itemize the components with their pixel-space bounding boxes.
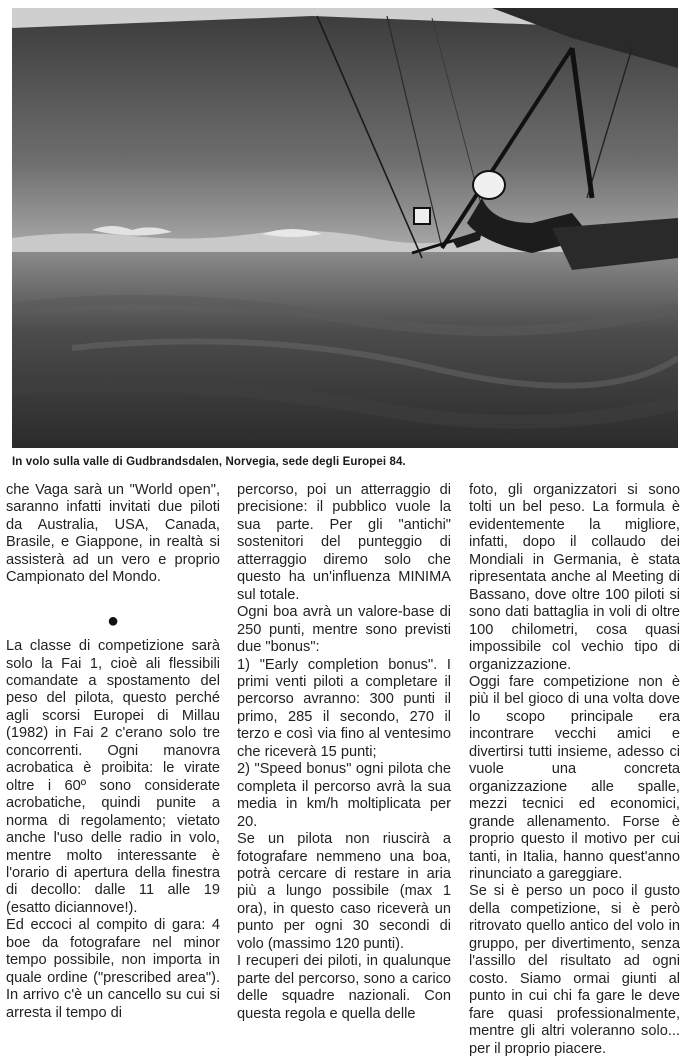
paragraph: 1) "Early completion bonus". I primi venti piloti a completare il percorso avranno: 300 punti il primo, 285 il secondo, 270 il terzo e così via fino al ventesimo che riceverà 15 punti; — [237, 656, 451, 760]
paragraph: I recuperi dei piloti, in qualunque parte del percorso, sono a carico delle squadre nazionali. Con questa regola e quella delle — [237, 953, 451, 1022]
paragraph: Oggi fare competizione non è più il bel gioco di una volta dove lo scopo principale era incontrare vecchi amici e divertirsi tutti insieme, adesso ci vuole una concreta organizzazione alle spalle, mezzi tecnici ed economici, grande allenamento. Forse è proprio questo il motivo per cui tanti, in Italia, hanno quest'anno rinunciato a gareggiare. — [469, 673, 680, 882]
paragraph: che Vaga sarà un "World open", saranno infatti invitati due piloti da Australia, USA, Canada, Brasile, e Giappone, in realtà si assisterà ad un vero e proprio Campionato del Mondo. — [6, 482, 220, 586]
article-column-3 — [469, 482, 680, 1058]
paragraph: Ed eccoci al compito di gara: 4 boe da fotografare nel minor tempo possibile, non importa in quale ordine ("prescribed area"). In arrivo c'è un cancello su cui si arresta il tempo di — [6, 917, 220, 1021]
paragraph: foto, gli organizzatori si sono tolti un bel peso. La formula è evidentemente la migliore, infatti, dopo il collaudo dei Mondiali in Germania, è stata ripresentata anche al Meeting di Bassano, dove oltre 100 piloti si sono dati battaglia in voli di oltre 100 chilometri, cosa quasi impossibile col vechio tipo di organizzazione. — [469, 482, 680, 673]
paragraph: Ogni boa avrà un valore-base di 250 punti, mentre sono previsti due "bonus": — [237, 604, 451, 656]
paragraph: percorso, poi un atterraggio di precisione: il pubblico vuole la sua parte. Per gli "antichi" sostenitori del punteggio di atterraggio diremo solo che questo ha un'influenza MINIMA sul totale. — [237, 482, 451, 603]
article-column-1 — [6, 482, 220, 1022]
hang-glider-photo — [12, 8, 678, 448]
bullet-separator-icon: ● — [106, 610, 120, 633]
paragraph: Se un pilota non riuscirà a fotografare nemmeno una boa, potrà cercare di restare in aria più a lungo possibile (max 1 ora), in questo caso riceverà un punto per ogni 30 secondi di volo (massimo 120 punti). — [237, 831, 451, 952]
paragraph: Se si è perso un poco il gusto della competizione, si è però ritrovato quello antico del volo in gruppo, per divertimento, senza l'assillo del risultato ad ogni costo. Siamo ormai giunti al punto in cui chi fa gare le deve fare quasi professionalmente, mentre gli altri voleranno solo... per il proprio piacere. — [469, 883, 680, 1057]
photo-caption: In volo sulla valle di Gudbrandsdalen, Norvegia, sede degli Europei 84. — [12, 456, 406, 468]
paragraph: La classe di competizione sarà solo la Fai 1, cioè ali flessibili comandate a spostamento del peso del pilota, questo perché agli scorsi Europei di Millau (1982) in Fai 2 c'erano solo tre concorrenti. Ogni manovra acrobatica è proibita: le virate oltre i 60º sono considerate acrobatiche, quindi punite a norma di regolamento; vietato anche l'uso delle radio in volo, mentre molto interessante è l'orario di apertura della finestra di decollo: dalle 11 alle 19 (esatto diciannove!). — [6, 638, 220, 916]
paragraph: 2) "Speed bonus" ogni pilota che completa il percorso avrà la sua media in km/h moltiplicata per 20. — [237, 761, 451, 830]
article-column-2 — [237, 482, 451, 1023]
